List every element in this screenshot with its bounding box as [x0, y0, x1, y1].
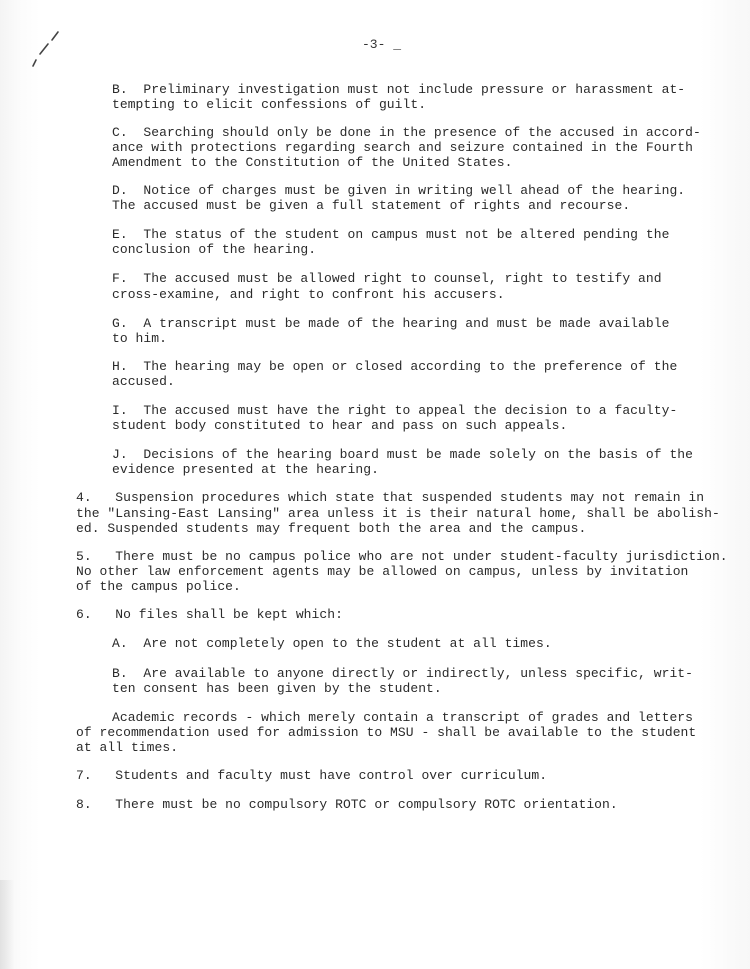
section-6-line-1: 6. No files shall be kept which: [76, 607, 343, 622]
item-c-line-1: C. Searching should only be done in the presence of the accused in accord- [112, 125, 701, 140]
item-c-line-3: Amendment to the Constitution of the United States. [112, 155, 513, 170]
item-i-line-2: student body constituted to hear and pass on such appeals. [112, 418, 568, 433]
section-5-line-3: of the campus police. [76, 579, 241, 594]
item-j-line-2: evidence presented at the hearing. [112, 462, 379, 477]
item-e-line-1: E. The status of the student on campus must not be altered pending the [112, 227, 670, 242]
scan-edge-shadow [0, 880, 14, 969]
item-h-line-1: H. The hearing may be open or closed according to the preference of the [112, 359, 678, 374]
section-6b-line-1: B. Are available to anyone directly or indirectly, unless specific, writ- [112, 666, 693, 681]
academic-records-line-3: at all times. [76, 740, 179, 755]
item-g-line-1: G. A transcript must be made of the hearing and must be made available [112, 316, 670, 331]
item-h-line-2: accused. [112, 374, 175, 389]
item-b-line-2: tempting to elicit confessions of guilt. [112, 97, 427, 112]
page-number: -3- _ [362, 37, 402, 52]
pencil-mark [30, 30, 60, 70]
section-5-line-2: No other law enforcement agents may be allowed on campus, unless by invitation [76, 564, 689, 579]
section-8-line-1: 8. There must be no compulsory ROTC or compulsory ROTC orientation. [76, 797, 618, 812]
academic-records-line-2: of recommendation used for admission to MSU - shall be available to the student [76, 725, 697, 740]
item-f-line-2: cross-examine, and right to confront his accusers. [112, 287, 505, 302]
academic-records-line-1: Academic records - which merely contain a transcript of grades and letters [112, 710, 693, 725]
item-c-line-2: ance with protections regarding search and seizure contained in the Fourth [112, 140, 693, 155]
section-7-line-1: 7. Students and faculty must have control over curriculum. [76, 768, 548, 783]
section-4-line-2: the "Lansing-East Lansing" area unless it is their natural home, shall be abolish- [76, 506, 720, 521]
section-4-line-1: 4. Suspension procedures which state that suspended students may not remain in [76, 490, 705, 505]
section-6a-line-1: A. Are not completely open to the student at all times. [112, 636, 552, 651]
item-d-line-1: D. Notice of charges must be given in writing well ahead of the hearing. [112, 183, 686, 198]
item-g-line-2: to him. [112, 331, 167, 346]
item-f-line-1: F. The accused must be allowed right to counsel, right to testify and [112, 271, 662, 286]
section-5-line-1: 5. There must be no campus police who are not under student-faculty jurisdiction. [76, 549, 728, 564]
item-b-line-1: B. Preliminary investigation must not include pressure or harassment at- [112, 82, 686, 97]
section-6b-line-2: ten consent has been given by the student. [112, 681, 442, 696]
item-j-line-1: J. Decisions of the hearing board must be made solely on the basis of the [112, 447, 693, 462]
item-d-line-2: The accused must be given a full statement of rights and recourse. [112, 198, 631, 213]
section-4-line-3: ed. Suspended students may frequent both the area and the campus. [76, 521, 587, 536]
item-i-line-1: I. The accused must have the right to appeal the decision to a faculty- [112, 403, 678, 418]
item-e-line-2: conclusion of the hearing. [112, 242, 317, 257]
